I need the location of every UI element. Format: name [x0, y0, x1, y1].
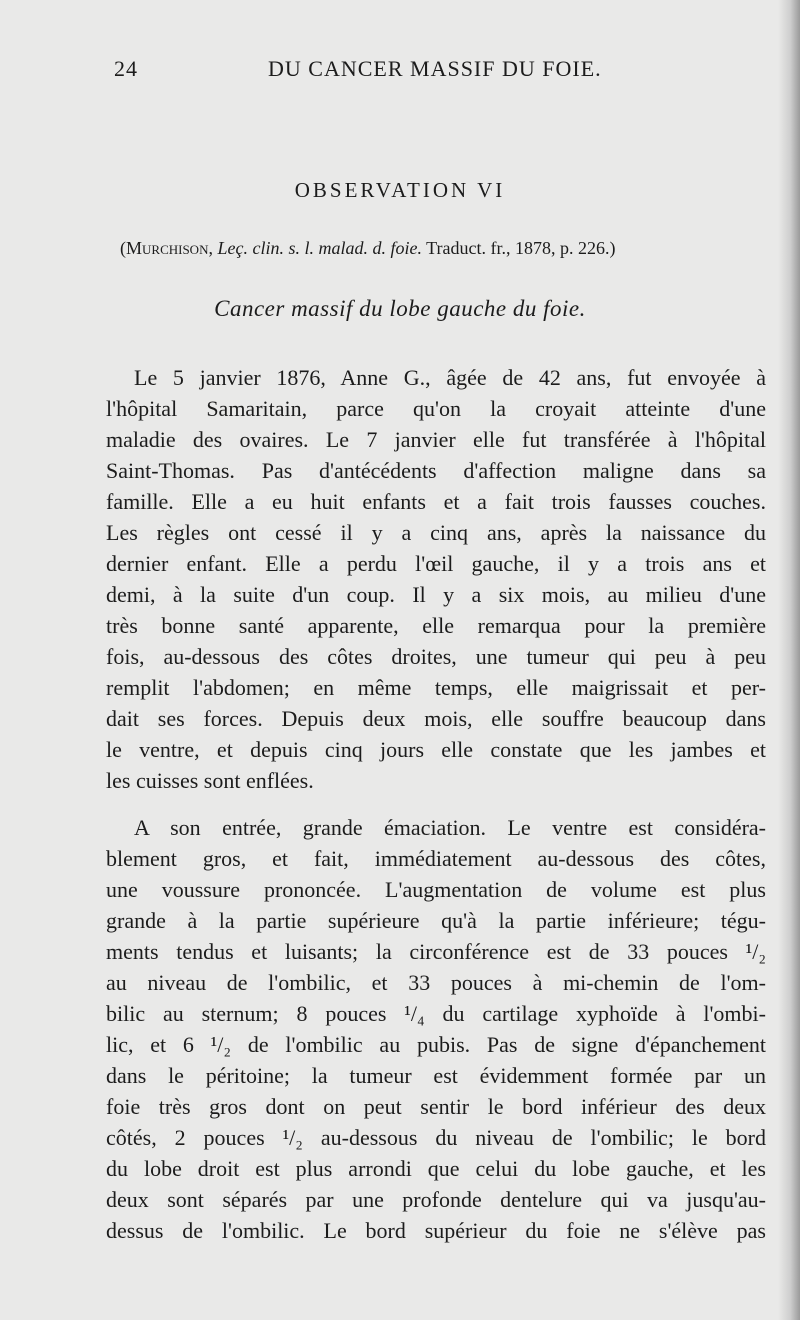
text-line: blement gros, et fait, immédiatement au-dessous des côtes,: [106, 846, 766, 871]
text-line: A son entrée, grande émaciation. Le ventre est considéra-: [134, 815, 766, 840]
text-line: le ventre, et depuis cinq jours elle constate que les jambes et: [106, 737, 766, 762]
text-line: l'hôpital Samaritain, parce qu'on la croyait atteinte d'une: [106, 396, 766, 421]
text-line: côtés, 2 pouces ¹/₂ au-dessous du niveau de l'ombilic; le bord: [106, 1125, 766, 1150]
text-line: Les règles ont cessé il y a cinq ans, après la naissance du: [106, 520, 766, 545]
paragraph-2: [106, 812, 766, 1246]
text-line: au niveau de l'ombilic, et 33 pouces à mi-chemin de l'om-: [106, 970, 766, 995]
citation-author: Murchison,: [126, 238, 213, 258]
text-line: ments tendus et luisants; la circonférence est de 33 pouces ¹/₂: [106, 939, 766, 964]
text-line: deux sont séparés par une profonde dentelure qui va jusqu'au-: [106, 1187, 766, 1212]
text-line: bilic au sternum; 8 pouces ¹/₄ du cartilage xyphoïde à l'ombi-: [106, 1001, 766, 1026]
text-line: dernier enfant. Elle a perdu l'œil gauche, il y a trois ans et: [106, 551, 766, 576]
text-line: lic, et 6 ¹/₂ de l'ombilic au pubis. Pas de signe d'épanchement: [106, 1032, 766, 1057]
page-number: 24: [114, 56, 138, 81]
paragraph-1: [106, 362, 766, 796]
text-line: dans le péritoine; la tumeur est évidemment formée par un: [106, 1063, 766, 1088]
text-line: dessus de l'ombilic. Le bord supérieur du foie ne s'élève pas: [106, 1218, 766, 1243]
text-line: demi, à la suite d'un coup. Il y a six mois, au milieu d'une: [106, 582, 766, 607]
running-head: [114, 56, 654, 90]
text-line: maladie des ovaires. Le 7 janvier elle fut transférée à l'hôpital: [106, 427, 766, 452]
text-line: très bonne santé apparente, elle remarqua pour la première: [106, 613, 766, 638]
observation-title: OBSERVATION VI: [294, 178, 506, 202]
text-line: famille. Elle a eu huit enfants et a fait trois fausses couches.: [106, 489, 766, 514]
text-line: les cuisses sont enflées.: [106, 768, 314, 793]
text-line: foie très gros dont on peut sentir le bord inférieur des deux: [106, 1094, 766, 1119]
text-line: Le 5 janvier 1876, Anne G., âgée de 42 ans, fut envoyée à: [134, 365, 766, 390]
citation-work: Leç. clin. s. l. malad. d. foie.: [217, 238, 422, 258]
text-line: dait ses forces. Depuis deux mois, elle souffre beaucoup dans: [106, 706, 766, 731]
text-line: Saint-Thomas. Pas d'antécédents d'affection maligne dans sa: [106, 458, 766, 483]
source-citation: [120, 238, 770, 259]
running-title: DU CANCER MASSIF DU FOIE.: [268, 56, 602, 81]
text-line: grande à la partie supérieure qu'à la partie inférieure; tégu-: [106, 908, 766, 933]
observation-subtitle: Cancer massif du lobe gauche du foie.: [214, 296, 586, 321]
citation-details: Traduct. fr., 1878, p. 226.): [426, 238, 616, 258]
text-line: fois, au-dessous des côtes droites, une tumeur qui peu à peu: [106, 644, 766, 669]
text-line: remplit l'abdomen; en même temps, elle maigrissait et per-: [106, 675, 766, 700]
citation-open-paren: (: [120, 238, 126, 258]
text-line: du lobe droit est plus arrondi que celui du lobe gauche, et les: [106, 1156, 766, 1181]
text-line: une voussure prononcée. L'augmentation de volume est plus: [106, 877, 766, 902]
